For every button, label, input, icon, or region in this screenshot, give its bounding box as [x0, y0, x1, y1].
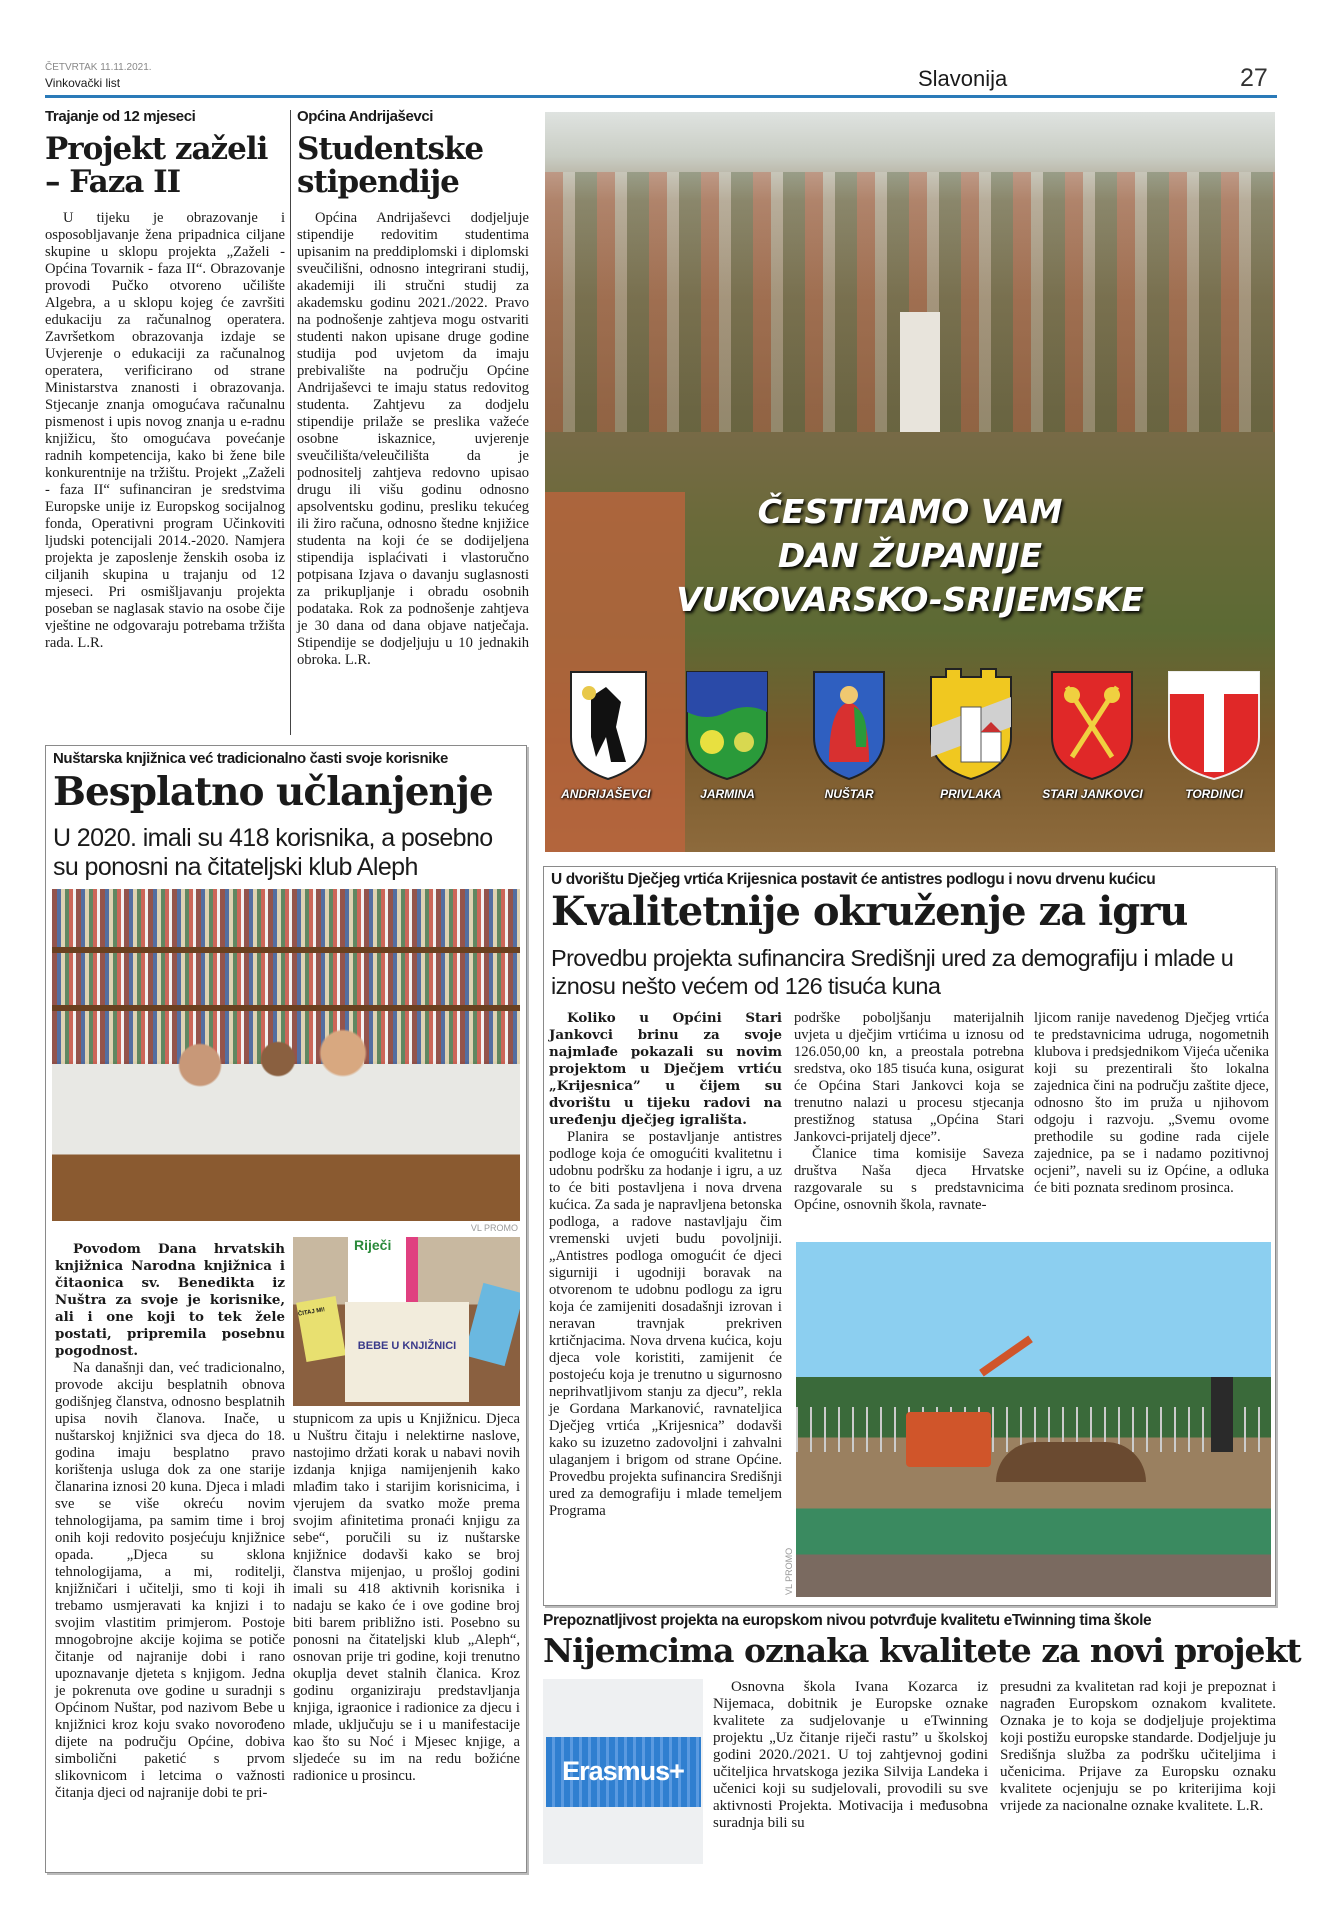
worker	[1211, 1377, 1233, 1452]
crest-nustar	[794, 667, 904, 801]
article-body: podrške poboljšanju materijalnih uvjeta u dječjim vrtićima u iznosu od 126.050,00 kn, a preostala potrebna sredstva, oko 185 tisuća kuna, osigurat će Općina Stari Jankovci koja se trenutno nalazi u procesu stjecanja prestižnog statusa „Općina Stari Jankovci-prijatelj djece”.	[794, 1010, 1024, 1145]
crest-tordinci	[1159, 667, 1269, 801]
photo-credit: VL PROMO	[784, 1547, 794, 1595]
article-body: Osnovna škola Ivana Kozarca iz Nijemaca, dobitnik je Europske oznake kvalitete za sudjelovanje u eTwinning projektu „Uz čitanje riječi rastu” u školskoj godini 2020./2021. U toj zahtjevnoj godini učiteljica hrvatskoga jezika Silvija Landeka i učenici koji su sudjelovali, provodili su sve aktivnosti Projekta. Motivacija i međusobna suradnja bili su	[713, 1679, 988, 1831]
column-divider	[290, 110, 291, 735]
article-erasmus	[543, 1612, 1301, 1882]
article-body: stupnicom za upis u Knjižnicu. Djeca u Nuštru čitaju i nelektirne naslove, nastojimo držati korak u nabavi novih izdanja knjiga namijenjenih kako mlađim tako i starijim korisnicima, i vjerujem da svatko može prema svojim afinitetima pronaći knjigu za sebe“, poručili su iz nuštarske knjižnice dodavši kako se broj članstva mijenjao, u prošloj godini imali su 418 aktivnih korisnika i nadaju se kako će i ove godine broj biti barem približno isti. Posebno su ponosni na čitateljski klub „Aleph“, osnovan prije tri godine, koji trenutno okuplja devet stalnih članica. Kroz godinu organiziraju predstavljanja knjiga, igraonice i radionice za djecu i mlade, uključuju se i u manifestacije kao što su Noć i Mjesec knjige, a sljedeće su im na redu božićne radionice u prosincu.	[293, 1411, 520, 1784]
kindergarten-column-1	[549, 1010, 782, 1520]
article-body: Planira se postavljanje antistres podloge koja će omogućiti kvalitetnu i udobnu podršku za hodanje i igru, a uz to će biti postavljena i nova drvena kućica. Za sada je napravljena betonska podloga, a radove nastavljaju čim vremenski uvjeti budu povoljniji. „Antistres podloga omogućit će djeci sigurniji i ugodniji boravak na otvorenom te udobnu podlogu za igru koja će zamijeniti dosadašnji izrovan i neravan travnjak prekriven krtičnjacima. Nova drvena kućica, koju djeca vole koristiti, zamijenit će postojeću koja je trenutno u sigurnosno neprihvatljivom stanju za djecu”, rekla je Gordana Markanović, ravnateljica Dječjeg vrtića „Krijesnica” dodavši kako su izuzetno zadovoljni i zahvalni ulaganjem i brigom od strane Općine. Provedbu projekta sufinancira Središnji ured za demografiju i mlade temeljem Programa	[549, 1129, 782, 1519]
article-title: – Faza II	[45, 163, 181, 200]
apple-grapes-crest-icon	[672, 667, 782, 782]
saint-crest-icon	[794, 667, 904, 782]
church-tower	[900, 312, 940, 432]
kindergarten-column-3	[1034, 1010, 1269, 1197]
section-name: Slavonija	[918, 66, 1008, 91]
article-title: Studentske	[297, 131, 484, 167]
publication-name: Vinkovački list	[45, 76, 121, 90]
erasmus-column-2	[1000, 1679, 1276, 1815]
article-zazeli	[45, 108, 285, 652]
library-photo	[52, 889, 520, 1221]
article-kicker: U dvorištu Dječjeg vrtića Krijesnica postavit će antistres podlogu i novu drvenu kućicu	[551, 871, 1156, 888]
article-kicker: Nuštarska knjižnica već tradicionalno časti svoje korisnike	[53, 750, 448, 767]
article-subtitle: Provedbu projekta sufinancira Središnji ured za demografiju i mlade u iznosu nešto većem od 126 tisuća kuna	[551, 945, 1234, 999]
article-kicker: Trajanje od 12 mjeseci	[45, 108, 196, 125]
church-crest-icon	[916, 667, 1026, 782]
crest-label: STARI JANKOVCI	[1042, 787, 1143, 801]
crest-label: TORDINCI	[1185, 787, 1243, 801]
article-body: Članice tima komisije Saveza društva Naša djeca Hrvatske razgovarale su s predstavnicima Općine, osnovnih škola, ravnate-	[794, 1146, 1024, 1213]
crest-label: NUŠTAR	[824, 787, 874, 801]
crest-andrijasevci	[551, 667, 661, 801]
article-title: Projekt zaželi	[45, 131, 268, 167]
library-column-1	[55, 1241, 285, 1802]
kindergarten-column-2	[794, 1010, 1024, 1214]
article-body: presudni za kvalitetan rad koji je prepoznat i nagrađen Europskom oznakom kvalitete. Oznaka je to koja se dodjeljuje projektima koji postižu europske standarde. Dodjeljuje ju Središnja služba za podršku učiteljima i učenicima. Prijave za Europsku oznaku kvalitete ocjenjuju se po kriterijima koji vrijede za nacionalne oznake kvalitete. L.R.	[1000, 1679, 1276, 1814]
shelf	[52, 1005, 520, 1011]
soil-pile	[996, 1442, 1146, 1482]
article-stipendije	[297, 108, 529, 669]
article-kicker: Općina Andrijaševci	[297, 108, 434, 125]
article-kindergarten	[543, 866, 1276, 1606]
shelf	[52, 947, 520, 953]
article-body: ljicom ranije navedenog Dječjeg vrtića te predstavnicima udruga, nogometnih klubova i predsjednikom Vijeća učenika koji su prezentirali što lokalna zajednica čini na području zaštite djece, odnosno što im pruža u njihovom odgoju i razvoju. „Svemu ovome prethodile su godine rada cijele zajednice, pa se i nadamo pozitivnoj ocjeni”, naveli su iz Općine, a odluka će biti poznata sredinom prosinca.	[1034, 1010, 1269, 1196]
book-title: Riječi	[354, 1237, 392, 1253]
excavator-arm	[979, 1336, 1033, 1377]
page-number: 27	[1240, 64, 1268, 92]
article-lead: Koliko u Općini Stari Jankovci brinu za svoje najmlađe pokazali su novim projektom u Dječjem vrtiću „Krijesnica” u čijem su dvorištu u tijeku radovi na uređenju dječjeg igrališta.	[549, 1010, 782, 1128]
banner-line: ČESTITAMO VAM	[757, 492, 1063, 531]
article-body: U tijeku je obrazovanje i osposobljavanje žena pripadnica ciljane skupine u sklopu projekta „Zaželi - Općina Tovarnik - faza II“. Obrazovanje provodi Pučko otvoreno učilište Algebra, a u sklopu kojeg će završiti edukaciju za računalnog operatera. Završetkom obrazovanja izdaje se Uvjerenje o edukaciji za računalnog operatera, verificirano od strane Ministarstva znanosti i obrazovanja. Stjecanje znanja omogućava računalnu pismenost i upis novog znanja u e-radnu knjižicu, što omogućava povećanje radnih kompetencija, kako bi žene bile konkurentnije na tržištu. Projekt „Zaželi - faza II“ sufinanciran je sredstvima Europske unije iz Europskog socijalnog fonda, Operativni program Učinkoviti ljudski potencijali 2014.-2020. Namjera projekta je zaposlenje ženskih osoba iz ciljanih skupina u trajanju od 12 mjeseci. Pri osmišljavanju projekta poseban se naglasak stavio na osobe čije vještine ne odgovaraju potrebama tržišta rada. L.R.	[45, 210, 285, 652]
article-kicker: Prepoznatljivost projekta na europskom nivou potvrđuje kvalitetu eTwinning tima škole	[543, 1612, 1152, 1629]
erasmus-column-1	[713, 1679, 988, 1832]
playground-excavator-photo	[796, 1242, 1271, 1597]
article-subtitle: U 2020. imali su 418 korisnika, a posebno su ponosni na čitateljski klub Aleph	[53, 824, 493, 881]
article-body: Općina Andrijaševci dodjeljuje stipendije redovitim studentima upisanim na preddiplomski i diplomski sveučilišni, odnosno integrirani studij, akademiji ili stručni studij za akademsku godinu 2021./2022. Pravo na podnošenje zahtjeva mogu ostvariti studenti nakon upisane druge godine studija pod uvjetom da imaju prebivalište na području Općine Andrijaševci te imaju status redovitog studenta. Zahtjevu za dodjelu stipendije prilaže se preslika važeće osobne iskaznice, uvjerenje sveučilišta/veleučilišta da je podnositelj zahtjeva redovno upisao drugu ili višu godinu odnosno apsolventsku godinu, presliku tekućeg ili žiro računa, odnosno štedne knjižice studenta na koji će se dodijeljena stipendija isplaćivati i vlastoručno potpisana Izjava o davanju suglasnosti za prikupljanje i obradu osobnih podataka. Rok za podnošenje zahtjeva je 30 dana od dana objave natječaja. Stipendije se dodjeljuju u 10 jednakih obroka. L.R.	[297, 210, 529, 669]
book-rijeci	[348, 1237, 418, 1302]
bag-text: BEBE U KNJIŽNICI	[357, 1340, 457, 1352]
children-reading	[122, 1029, 382, 1149]
photo-credit: VL PROMO	[470, 1223, 518, 1233]
article-lead: Povodom Dana hrvatskih knjižnica Narodna knjižnica i čitaonica sv. Benedikta iz Nuštra za svoje je korisnike, ali i one koji to tek žele postati, pripremila posebnu pogodnost.	[55, 1241, 285, 1359]
crest-label: JARMINA	[700, 787, 755, 801]
tote-bag	[345, 1302, 469, 1402]
crest-label: ANDRIJAŠEVCI	[561, 787, 651, 801]
issue-date: ČETVRTAK 11.11.2021.	[45, 62, 152, 73]
erasmus-logo-band	[546, 1737, 701, 1807]
leaflet-title: ČITAJ MI!	[297, 1307, 326, 1318]
crest-privlaka	[916, 667, 1026, 801]
banner-line: VUKOVARSKO-SRIJEMSKE	[676, 580, 1144, 619]
crest-jarmina	[672, 667, 782, 801]
banner-greeting	[545, 490, 1275, 622]
article-title: stipendije	[297, 163, 459, 200]
erasmus-logo-text: Erasmus+	[562, 1756, 684, 1786]
erasmus-logo	[543, 1679, 703, 1864]
excavator	[906, 1412, 991, 1467]
wheat-crest-icon	[1037, 667, 1147, 782]
article-title: Besplatno učlanjenje	[53, 769, 493, 815]
crest-stari-jankovci	[1037, 667, 1147, 801]
wolf-crest-icon	[551, 667, 661, 782]
crest-label: PRIVLAKA	[940, 787, 1002, 801]
library-column-2	[293, 1411, 520, 1785]
article-title: Kvalitetnije okruženje za igru	[551, 888, 1188, 935]
article-body: Na današnji dan, već tradicionalno, provode akciju besplatnih obnova godišnjeg članstva, odnosno besplatnih upisa novih članova. Inače, u nuštarskoj knjižnici sva djeca do 18. godina imaju besplatno pravo korištenja usluga dok za one starije članarina iznosi 20 kuna. Djeca i mladi sve se više okreću novim tehnologijama, pa samim time i broj onih koji redovito posjećuju knjižnice opada. „Djeca su sklona tehnologijama, a mi, roditelji, knjižničari i učitelji, smo ti koji ih trebamo usmjeravati ka knjizi i to svojim vlastitim primjerom. Postoje mnogobrojne akcije kojima se potiče čitanje od najranije dobi i rano upoznavanje djeteta s knjigom. Jedna je pokrenuta ove godine u suradnji s Općinom Nuštar, pod nazivom Bebe u knjižnici kroz koju svako novorođeno dijete na području Općine, dobiva simbolični paketić s prvom slikovnicom i letcima o važnosti čitanja djeci od najranije dobi te pri-	[55, 1360, 285, 1801]
article-title: Nijemcima oznaka kvalitete za novi projekt	[543, 1631, 1301, 1670]
coats-of-arms	[545, 667, 1275, 801]
bebe-u-knjiznici-photo	[293, 1237, 520, 1406]
article-library	[45, 745, 527, 1873]
brochure	[464, 1283, 520, 1366]
county-day-banner	[545, 112, 1275, 852]
header-rule	[45, 95, 1277, 98]
tordinci-crest-icon	[1159, 667, 1269, 782]
banner-line: DAN ŽUPANIJE	[777, 536, 1043, 575]
leaflet	[296, 1296, 346, 1362]
